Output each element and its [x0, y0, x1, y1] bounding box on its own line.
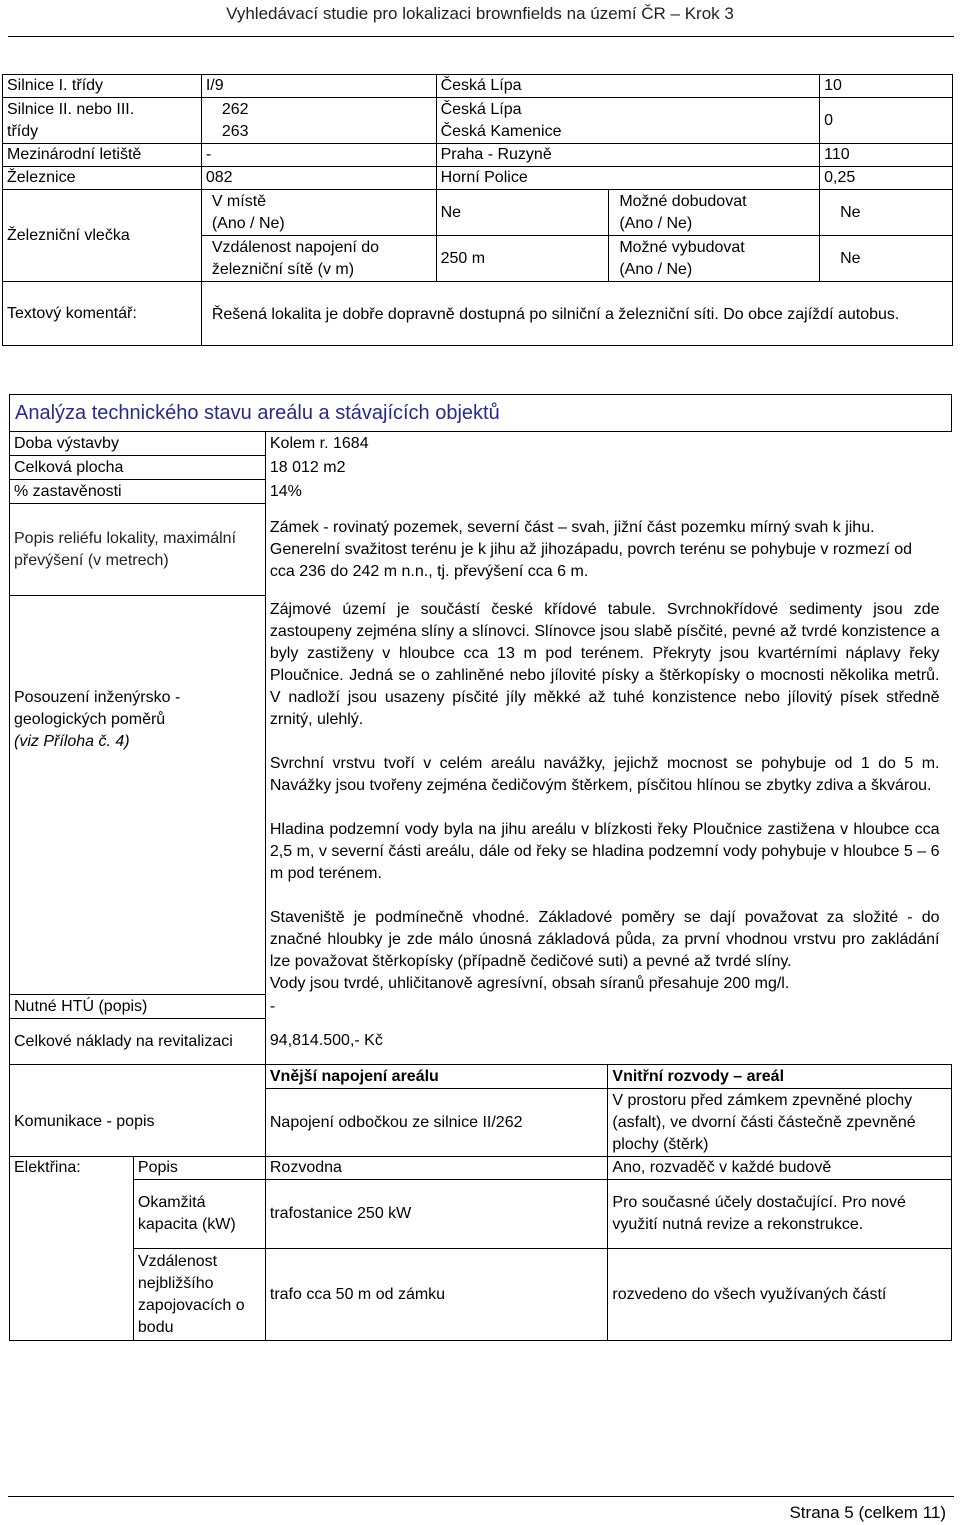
geology-paragraph: Vody jsou tvrdé, uhličitanově agresívní, obsah síranů přesahuje 200 mg/l.: [269, 974, 790, 992]
geology-paragraph: Hladina podzemní vody byla na jihu areálu v blízkosti řeky Ploučnice zastižena v hloubce cca 2,5 m, v severní části areálu, dále od řeky se hladina podzemní vody pohybuje v hloubce 5 – 6 m pod terénem.: [269, 820, 940, 882]
table-row: [3, 144, 953, 167]
electricity-internal: rozvedeno do všech využívaných částí: [608, 1249, 952, 1341]
table-row: [3, 75, 953, 98]
relief-text: Zámek - rovinatý pozemek, severní část – svah, jižní část pozemku mírný svah k jihu. Generelní svažitost terénu je k jihu až jihozápadu, povrch terénu se pohybuje v rozmezí od cca 236 do 242 m n.n., tj. převýšení cca 6 m.: [265, 504, 951, 596]
label-line: Vzdálenost napojení do: [211, 238, 380, 256]
geology-label-annex: (viz Příloha č. 4): [14, 733, 130, 750]
table-row: [10, 596, 952, 995]
comment-label: Textový komentář:: [3, 282, 202, 346]
table-row: [10, 1019, 952, 1065]
table-row: [10, 432, 952, 456]
footer-rule: [8, 1496, 954, 1497]
table-row: [10, 395, 952, 432]
roads-internal: V prostoru před zámkem zpevněné plochy (asfalt), ve dvorní části částečně zpevněné plochy (štěrk): [608, 1089, 952, 1157]
row-label: Mezinárodní letiště: [3, 144, 202, 167]
relief-label: Popis reliéfu lokality, maximální převýšení (v metrech): [10, 504, 266, 596]
distance-value: 0: [820, 98, 953, 144]
row-label-line: Silnice II. nebo III.: [7, 100, 135, 118]
table-row: [3, 282, 953, 346]
electricity-external: trafo cca 50 m od zámku: [265, 1249, 608, 1341]
electricity-sub-label: Okamžitá kapacita (kW): [133, 1180, 265, 1249]
built-up-label: % zastavěnosti: [10, 480, 266, 504]
siding-build-extra-label: [609, 190, 820, 236]
table-row: [10, 1065, 952, 1089]
internal-header: Vnitřní rozvody – areál: [608, 1065, 952, 1089]
road-code: -: [201, 144, 436, 167]
comment-text: Řešená lokalita je dobře dopravně dostupná po silniční a železniční síti. Do obce zajíždí autobus.: [201, 282, 952, 346]
build-period-label: Doba výstavby: [10, 432, 266, 456]
distance-value: 110: [820, 144, 953, 167]
table-row: [10, 480, 952, 504]
electricity-sub-label: Vzdálenost nejbližšího zapojovacích o bodu: [133, 1249, 265, 1341]
total-area-label: Celková plocha: [10, 456, 266, 480]
siding-label: Železniční vlečka: [3, 190, 202, 282]
build-period-value: Kolem r. 1684: [265, 432, 951, 456]
page-number: Strana 5 (celkem 11): [789, 1503, 946, 1522]
electricity-external: trafostanice 250 kW: [265, 1180, 608, 1249]
label-line: Možné vybudovat: [619, 238, 745, 256]
htu-label: Nutné HTÚ (popis): [10, 995, 266, 1019]
table-row: [10, 456, 952, 480]
electricity-label: Elektřina:: [10, 1157, 134, 1341]
geology-paragraph: Staveniště je podmínečně vhodné. Základové poměry se dají považovat za složité - do značné hloubky je zde málo únosná základová půda, za první vhodnou vrstvu pro zakládání lze považovat štěrkopísky (případně čedičové suti) a pevné až tvrdé slíny.: [269, 908, 940, 970]
label-line: železniční sítě (v m): [211, 260, 355, 278]
electricity-external: Rozvodna: [265, 1157, 608, 1180]
siding-distance-value: 250 m: [436, 236, 609, 282]
table-row: [3, 98, 953, 144]
place-line: Česká Lípa: [440, 100, 522, 118]
road-code: [201, 98, 436, 144]
table-row: [3, 167, 953, 190]
siding-build-new-label: [609, 236, 820, 282]
row-label-line: třídy: [7, 122, 39, 140]
siding-build-new-value: Ne: [820, 236, 953, 282]
external-header: Vnější napojení areálu: [265, 1065, 608, 1089]
geology-paragraph: Svrchní vrstvu tvoří v celém areálu navážky, jejichž mocnost se pohybuje od 1 do 5 m. Navážky jsou tvořeny zejména čedičovým štěrkem, písčitou hlínou se zbytky zdiva a škvárou.: [269, 754, 940, 794]
section-title: Analýza technického stavu areálu a stávajících objektů: [10, 395, 952, 432]
header-rule: [8, 36, 954, 37]
table-row: [10, 1249, 952, 1341]
roads-label: Komunikace - popis: [10, 1089, 266, 1157]
road-code-line: 262: [221, 100, 249, 118]
distance-value: 0,25: [820, 167, 953, 190]
total-area-value: 18 012 m2: [265, 456, 951, 480]
table-row: [10, 504, 952, 596]
roads-external: Napojení odbočkou ze silnice II/262: [265, 1089, 608, 1157]
row-label: Silnice I. třídy: [3, 75, 202, 98]
label-line: (Ano / Ne): [619, 260, 693, 278]
label-line: V místě: [211, 192, 267, 210]
road-code: 082: [201, 167, 436, 190]
place-name: Horní Police: [436, 167, 820, 190]
table-row: [10, 1180, 952, 1249]
place-name: Česká Lípa: [436, 75, 820, 98]
table-row: [3, 190, 953, 236]
htu-value: -: [265, 995, 951, 1019]
distance-value: 10: [820, 75, 953, 98]
table-row: [10, 995, 952, 1019]
electricity-sub-label: Popis: [133, 1157, 265, 1180]
siding-build-extra-value: Ne: [820, 190, 953, 236]
siding-in-place-label: [201, 190, 436, 236]
geology-label: [10, 596, 266, 995]
electricity-internal: Pro současné účely dostačující. Pro nové využití nutná revize a rekonstrukce.: [608, 1180, 952, 1249]
page-header: Vyhledávací studie pro lokalizaci brownfields na území ČR – Krok 3: [226, 4, 734, 23]
analysis-table: [9, 394, 952, 1341]
row-label: Železnice: [3, 167, 202, 190]
place-name: Praha - Ruzyně: [436, 144, 820, 167]
electricity-internal: Ano, rozvaděč v každé budově: [608, 1157, 952, 1180]
label-line: Možné dobudovat: [619, 192, 747, 210]
geology-paragraph: Zájmové území je součástí české křídové tabule. Svrchnokřídové sedimenty jsou zde zastoupeny zejména slíny a slínovci. Slínovce jsou slabě písčité, pevné až tvrdé konzistence a byly zastiženy v hloubce cca 13 m pod terénem. Překryty jsou kvartérními náplavy řeky Ploučnice. Jedná se o zahliněné nebo jílovité písky a štěrkopísky o mocnosti několika metrů. V nadloží jsou usazeny písčité jíly měkké až tuhé konzistence nebo jílovitý písek středně zrnitý, ulehlý.: [269, 600, 940, 728]
siding-in-place-value: Ne: [436, 190, 609, 236]
table-row: [10, 1089, 952, 1157]
label-line: (Ano / Ne): [619, 214, 693, 232]
costs-label: Celkové náklady na revitalizaci: [10, 1019, 266, 1065]
geology-text: [265, 596, 951, 995]
road-code: I/9: [201, 75, 436, 98]
place-name: [436, 98, 820, 144]
label-line: (Ano / Ne): [211, 214, 285, 232]
empty-cell: [10, 1065, 266, 1089]
row-label: [3, 98, 202, 144]
transport-table: [2, 74, 953, 346]
table-row: [10, 1157, 952, 1180]
costs-value: 94,814.500,- Kč: [265, 1019, 951, 1065]
built-up-value: 14%: [265, 480, 951, 504]
road-code-line: 263: [221, 122, 249, 140]
place-line: Česká Kamenice: [440, 122, 562, 140]
siding-distance-label: [201, 236, 436, 282]
geology-label-text: Posouzení inženýrsko - geologických poměrů: [14, 689, 181, 728]
